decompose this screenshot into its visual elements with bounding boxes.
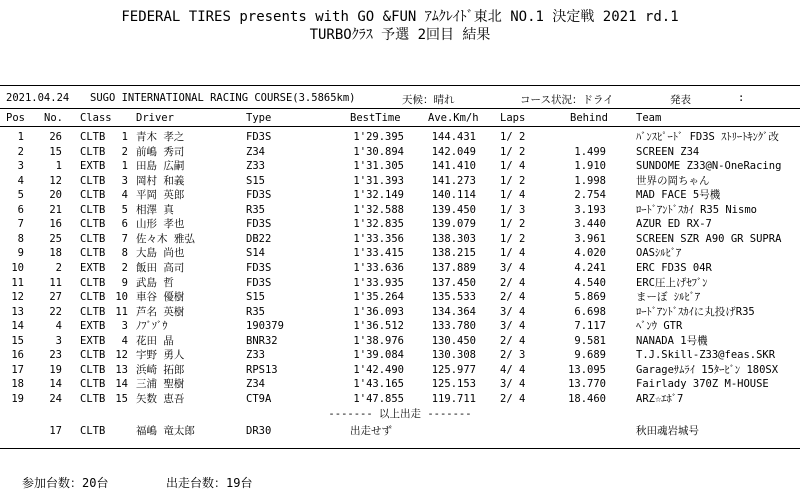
row-class: CLTB xyxy=(80,174,106,187)
row-no: 14 xyxy=(49,378,62,391)
row-class-pos: 6 xyxy=(121,218,128,231)
row-ave-speed: 130.308 xyxy=(431,349,476,362)
row-no: 20 xyxy=(49,189,62,202)
row-class-pos: 5 xyxy=(121,203,128,216)
row-type: RPS13 xyxy=(246,363,278,376)
row-laps: 1/ 3 xyxy=(500,203,526,216)
col-pos: Pos xyxy=(6,112,25,124)
row-team: ﾛｰﾄﾞｱﾝﾄﾞｽｶｲ R35 Nismo xyxy=(636,203,757,216)
row-pos: 7 xyxy=(17,218,24,231)
row-laps: 3/ 4 xyxy=(500,378,526,391)
row-no: 25 xyxy=(49,232,62,245)
row-laps: 2/ 4 xyxy=(500,291,526,304)
row-class: CLTB xyxy=(80,378,106,391)
row-no: 23 xyxy=(49,349,62,362)
row-driver: 浜崎 拓郎 xyxy=(136,363,185,376)
row-class: CLTB xyxy=(80,247,106,260)
row-best-time: 1'47.855 xyxy=(353,392,404,405)
row-class-pos: 1 xyxy=(121,160,128,173)
row-class: CLTB xyxy=(80,305,106,318)
row-behind: 18.460 xyxy=(568,392,606,405)
dns-driver: 福嶋 竜太郎 xyxy=(136,425,195,437)
row-behind: 1.499 xyxy=(574,145,606,158)
row-class: EXTB xyxy=(80,261,106,274)
row-type: FD3S xyxy=(246,131,272,143)
row-no: 12 xyxy=(49,174,62,187)
row-pos: 10 xyxy=(11,261,24,274)
row-class-pos: 15 xyxy=(115,392,128,405)
col-driver: Driver xyxy=(136,112,174,124)
row-ave-speed: 140.114 xyxy=(431,189,476,202)
row-best-time: 1'32.835 xyxy=(353,218,404,231)
row-laps: 1/ 2 xyxy=(500,218,526,231)
row-best-time: 1'43.165 xyxy=(353,378,404,391)
row-ave-speed: 138.215 xyxy=(431,247,476,260)
row-pos: 1 xyxy=(17,131,24,143)
row-driver: 田島 広嗣 xyxy=(136,160,185,173)
row-behind: 4.020 xyxy=(574,247,606,260)
row-pos: 9 xyxy=(17,247,24,260)
row-laps: 4/ 4 xyxy=(500,363,526,376)
row-no: 4 xyxy=(55,320,62,333)
row-ave-speed: 141.410 xyxy=(431,160,476,173)
row-class: CLTB xyxy=(80,131,106,143)
row-class-pos: 1 xyxy=(121,131,128,143)
row-best-time: 1'32.588 xyxy=(353,203,404,216)
row-ave-speed: 125.977 xyxy=(431,363,476,376)
row-best-time: 1'42.490 xyxy=(353,363,404,376)
row-type: CT9A xyxy=(246,392,272,405)
row-team: ARZ☆ｴﾎﾞ7 xyxy=(636,392,684,405)
row-no: 26 xyxy=(49,131,62,143)
row-best-time: 1'31.393 xyxy=(353,174,404,187)
starters-separator: ------- 以上出走 ------- xyxy=(328,408,472,420)
row-ave-speed: 119.711 xyxy=(431,392,476,405)
row-team: ERC圧上げｾﾌﾞﾝ xyxy=(636,276,708,289)
row-laps: 2/ 4 xyxy=(500,392,526,405)
dns-status: 出走せず xyxy=(350,425,392,437)
row-driver: 平岡 英郎 xyxy=(136,189,185,202)
row-ave-speed: 139.450 xyxy=(431,203,476,216)
row-ave-speed: 141.273 xyxy=(431,174,476,187)
row-driver: 武島 哲 xyxy=(136,276,174,289)
results-title: FEDERAL TIRES presents with GO &FUN ｱﾑｸﾚｲﾄﾞ東北 NO.1 決定戦 2021 rd.1 xyxy=(121,9,679,25)
row-laps: 1/ 4 xyxy=(500,247,526,260)
row-class: CLTB xyxy=(80,189,106,202)
header-rule-bottom xyxy=(0,126,800,127)
row-class: EXTB xyxy=(80,160,106,173)
row-class-pos: 12 xyxy=(115,349,128,362)
row-driver: 飯田 高司 xyxy=(136,261,185,274)
row-driver: 青木 孝之 xyxy=(136,131,185,143)
course-name: SUGO INTERNATIONAL RACING COURSE(3.5865km) xyxy=(90,92,356,104)
row-behind: 13.095 xyxy=(568,363,606,376)
row-type: FD3S xyxy=(246,218,272,231)
row-ave-speed: 134.364 xyxy=(431,305,476,318)
row-ave-speed: 144.431 xyxy=(431,131,476,143)
row-team: ﾊﾞﾝｽﾋﾟｰﾄﾞ FD3S ｽﾄﾘｰﾄｷﾝｸﾞ改 xyxy=(636,131,779,143)
row-class-pos: 2 xyxy=(121,261,128,274)
row-team: ﾛｰﾄﾞｱﾝﾄﾞｽｶｲに丸投げR35 xyxy=(636,305,755,318)
row-no: 24 xyxy=(49,392,62,405)
row-no: 1 xyxy=(55,160,62,173)
row-behind: 4.241 xyxy=(574,261,606,274)
row-no: 11 xyxy=(49,276,62,289)
row-laps: 2/ 3 xyxy=(500,349,526,362)
row-class: CLTB xyxy=(80,203,106,216)
row-best-time: 1'29.395 xyxy=(353,131,404,143)
announce-label: 発表 xyxy=(670,94,691,106)
course-condition: コース状況：ドライ xyxy=(520,94,614,106)
row-type: Z33 xyxy=(246,349,265,362)
row-type: DB22 xyxy=(246,232,272,245)
row-best-time: 1'35.264 xyxy=(353,291,404,304)
row-laps: 1/ 2 xyxy=(500,145,526,158)
row-class-pos: 10 xyxy=(115,291,128,304)
row-best-time: 1'33.415 xyxy=(353,247,404,260)
row-class-pos: 3 xyxy=(121,174,128,187)
row-team: SCREEN SZR A90 GR SUPRA xyxy=(636,232,782,245)
row-driver: 宇野 勇人 xyxy=(136,349,185,362)
row-laps: 3/ 4 xyxy=(500,305,526,318)
results-subtitle: TURBOｸﾗｽ 予選 2回目 結果 xyxy=(309,27,491,43)
row-type: S15 xyxy=(246,174,265,187)
row-behind: 1.910 xyxy=(574,160,606,173)
row-driver: 大島 尚也 xyxy=(136,247,185,260)
row-class-pos: 3 xyxy=(121,320,128,333)
col-team: Team xyxy=(636,112,662,124)
row-laps: 3/ 4 xyxy=(500,261,526,274)
row-type: Z34 xyxy=(246,145,265,158)
row-best-time: 1'33.636 xyxy=(353,261,404,274)
row-behind: 2.754 xyxy=(574,189,606,202)
entries-count: 参加台数：20台 xyxy=(22,476,109,490)
row-behind: 4.540 xyxy=(574,276,606,289)
row-best-time: 1'36.512 xyxy=(353,320,404,333)
row-team: Garageｻﾑﾗｲ 15ﾀｰﾋﾞﾝ 180SX xyxy=(636,363,779,376)
row-laps: 3/ 4 xyxy=(500,320,526,333)
row-laps: 1/ 2 xyxy=(500,232,526,245)
row-ave-speed: 137.450 xyxy=(431,276,476,289)
row-pos: 12 xyxy=(11,291,24,304)
row-class: CLTB xyxy=(80,291,106,304)
row-class-pos: 9 xyxy=(121,276,128,289)
row-pos: 11 xyxy=(11,276,24,289)
row-pos: 19 xyxy=(11,392,24,405)
row-class: CLTB xyxy=(80,349,106,362)
row-behind: 6.698 xyxy=(574,305,606,318)
row-pos: 6 xyxy=(17,203,24,216)
row-no: 3 xyxy=(55,334,62,347)
row-driver: 芦名 英樹 xyxy=(136,305,185,318)
row-driver: 佐々木 雅弘 xyxy=(136,232,195,245)
row-type: FD3S xyxy=(246,189,272,202)
row-class: CLTB xyxy=(80,232,106,245)
row-ave-speed: 130.450 xyxy=(431,334,476,347)
header-rule-top xyxy=(0,108,800,109)
row-pos: 17 xyxy=(11,363,24,376)
row-laps: 1/ 2 xyxy=(500,174,526,187)
row-pos: 13 xyxy=(11,305,24,318)
row-team: 世界の岡ちゃん xyxy=(636,174,710,187)
row-best-time: 1'32.149 xyxy=(353,189,404,202)
row-behind: 5.869 xyxy=(574,291,606,304)
row-type: FD3S xyxy=(246,261,272,274)
row-best-time: 1'39.084 xyxy=(353,349,404,362)
row-class-pos: 14 xyxy=(115,378,128,391)
dns-class: CLTB xyxy=(80,425,106,437)
row-type: S14 xyxy=(246,247,265,260)
row-class: CLTB xyxy=(80,392,106,405)
row-class-pos: 11 xyxy=(115,305,128,318)
row-pos: 8 xyxy=(17,232,24,245)
weather: 天候：晴れ xyxy=(402,94,455,106)
row-class: CLTB xyxy=(80,276,106,289)
row-behind: 13.770 xyxy=(568,378,606,391)
row-pos: 4 xyxy=(17,174,24,187)
row-driver: 車谷 優樹 xyxy=(136,291,185,304)
row-behind: 3.961 xyxy=(574,232,606,245)
row-no: 22 xyxy=(49,305,62,318)
row-best-time: 1'36.093 xyxy=(353,305,404,318)
row-driver: ﾉﾌﾞｿﾞｳ xyxy=(136,320,168,333)
row-class-pos: 13 xyxy=(115,363,128,376)
row-ave-speed: 137.889 xyxy=(431,261,476,274)
col-laps: Laps xyxy=(500,112,526,124)
row-no: 15 xyxy=(49,145,62,158)
row-laps: 1/ 4 xyxy=(500,160,526,173)
row-team: T.J.Skill-Z33@feas.SKR xyxy=(636,349,776,362)
row-laps: 2/ 4 xyxy=(500,276,526,289)
session-info xyxy=(0,92,800,108)
row-no: 19 xyxy=(49,363,62,376)
row-best-time: 1'33.356 xyxy=(353,232,404,245)
row-laps: 1/ 2 xyxy=(500,131,526,143)
row-pos: 18 xyxy=(11,378,24,391)
row-driver: 三浦 聖樹 xyxy=(136,378,185,391)
row-type: R35 xyxy=(246,203,265,216)
row-team: ERC FD3S 04R xyxy=(636,261,712,274)
row-behind: 7.117 xyxy=(574,320,606,333)
row-pos: 5 xyxy=(17,189,24,202)
row-type: Z33 xyxy=(246,160,265,173)
col-ave: Ave.Km/h xyxy=(428,112,479,124)
row-driver: 相澤 真 xyxy=(136,203,174,216)
row-no: 18 xyxy=(49,247,62,260)
row-behind: 3.440 xyxy=(574,218,606,231)
top-rule xyxy=(0,85,800,86)
dns-row xyxy=(0,424,800,440)
session-date: 2021.04.24 xyxy=(6,92,70,104)
row-best-time: 1'38.976 xyxy=(353,334,404,347)
row-best-time: 1'30.894 xyxy=(353,145,404,158)
row-class: EXTB xyxy=(80,334,106,347)
row-team: まーぼ ｼﾙﾋﾞｱ xyxy=(636,291,701,304)
row-laps: 1/ 4 xyxy=(500,189,526,202)
row-class-pos: 2 xyxy=(121,145,128,158)
row-behind: 9.581 xyxy=(574,334,606,347)
row-ave-speed: 138.303 xyxy=(431,232,476,245)
dns-team: 秋田魂岩城号 xyxy=(636,425,699,437)
row-ave-speed: 135.533 xyxy=(431,291,476,304)
row-class-pos: 4 xyxy=(121,334,128,347)
row-driver: 前嶋 秀司 xyxy=(136,145,185,158)
row-team: Fairlady 370Z M-HOUSE xyxy=(636,378,769,391)
row-driver: 岡村 和義 xyxy=(136,174,185,187)
row-type: 190379 xyxy=(246,320,284,333)
row-team: SUNDOME Z33@N-OneRacing xyxy=(636,160,782,173)
row-no: 21 xyxy=(49,203,62,216)
row-behind: 1.998 xyxy=(574,174,606,187)
table-header xyxy=(0,112,800,126)
row-pos: 15 xyxy=(11,334,24,347)
row-laps: 2/ 4 xyxy=(500,334,526,347)
row-best-time: 1'31.305 xyxy=(353,160,404,173)
row-team: OASｼﾙﾋﾞｱ xyxy=(636,247,682,260)
announce-time: : xyxy=(738,92,745,104)
col-type: Type xyxy=(246,112,272,124)
row-driver: 矢数 恵吾 xyxy=(136,392,185,405)
row-class-pos: 7 xyxy=(121,232,128,245)
row-behind: 9.689 xyxy=(574,349,606,362)
bottom-rule xyxy=(0,448,800,449)
row-team: NANADA 1号機 xyxy=(636,334,708,347)
dns-type: DR30 xyxy=(246,425,272,437)
row-ave-speed: 125.153 xyxy=(431,378,476,391)
row-type: Z34 xyxy=(246,378,265,391)
row-class-pos: 8 xyxy=(121,247,128,260)
row-class: CLTB xyxy=(80,218,106,231)
row-type: BNR32 xyxy=(246,334,278,347)
row-behind: 3.193 xyxy=(574,203,606,216)
row-team: MAD FACE 5号機 xyxy=(636,189,721,202)
row-ave-speed: 142.049 xyxy=(431,145,476,158)
row-team: AZUR ED RX-7 xyxy=(636,218,712,231)
col-best: BestTime xyxy=(350,112,401,124)
row-pos: 2 xyxy=(17,145,24,158)
row-driver: 山形 孝也 xyxy=(136,218,185,231)
row-class-pos: 4 xyxy=(121,189,128,202)
row-ave-speed: 139.079 xyxy=(431,218,476,231)
row-pos: 14 xyxy=(11,320,24,333)
row-no: 27 xyxy=(49,291,62,304)
row-driver: 花田 晶 xyxy=(136,334,174,347)
row-ave-speed: 133.780 xyxy=(431,320,476,333)
row-team: ﾍﾞﾝｳ GTR xyxy=(636,320,683,333)
row-pos: 3 xyxy=(17,160,24,173)
row-no: 2 xyxy=(55,261,62,274)
row-class: CLTB xyxy=(80,145,106,158)
row-class: CLTB xyxy=(80,363,106,376)
row-class: EXTB xyxy=(80,320,106,333)
dns-no: 17 xyxy=(49,425,62,437)
col-behind: Behind xyxy=(570,112,608,124)
col-class: Class xyxy=(80,112,112,124)
row-pos: 16 xyxy=(11,349,24,362)
starters-count: 出走台数：19台 xyxy=(166,476,253,490)
row-type: S15 xyxy=(246,291,265,304)
row-best-time: 1'33.935 xyxy=(353,276,404,289)
col-no: No. xyxy=(44,112,63,124)
row-no: 16 xyxy=(49,218,62,231)
row-type: FD3S xyxy=(246,276,272,289)
row-team: SCREEN Z34 xyxy=(636,145,700,158)
row-type: R35 xyxy=(246,305,265,318)
